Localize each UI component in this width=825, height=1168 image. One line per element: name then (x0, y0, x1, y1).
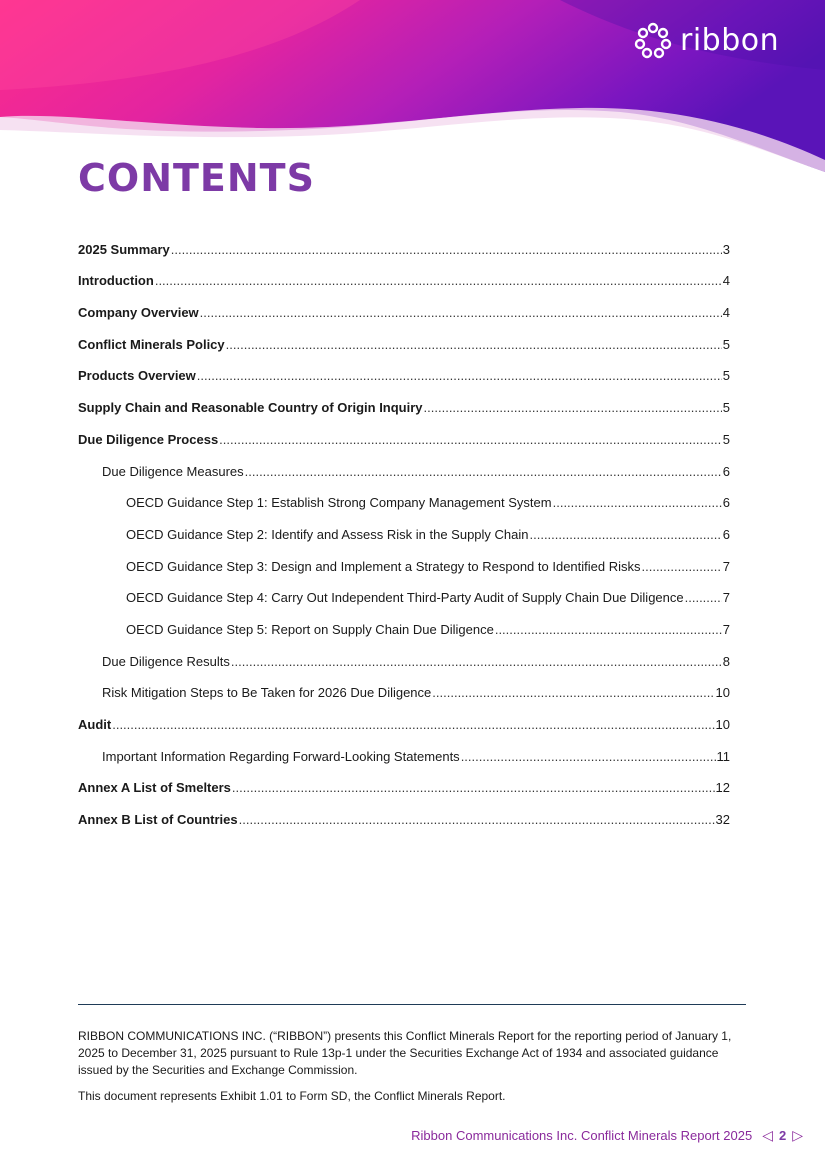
toc-entry-title: OECD Guidance Step 5: Report on Supply Chain Due Diligence (126, 621, 494, 637)
toc-entry-page: 4 (722, 273, 730, 289)
toc-entry[interactable] (78, 543, 730, 575)
toc-entry[interactable] (78, 353, 730, 385)
toc-entry-title: Due Diligence Measures (102, 463, 244, 479)
previous-page-icon[interactable]: ◁ (762, 1127, 773, 1143)
toc-entry-page: 4 (722, 305, 730, 321)
toc-entry-title: OECD Guidance Step 1: Establish Strong Company Management System (126, 495, 552, 511)
toc-entry-page: 10 (715, 685, 730, 701)
toc-entry-title: OECD Guidance Step 3: Design and Implement a Strategy to Respond to Identified Risks (126, 558, 641, 574)
toc-entry-title: Audit (78, 717, 112, 732)
toc-entry[interactable] (78, 258, 730, 290)
toc-entry-title: Due Diligence Results (102, 653, 230, 669)
toc-leader-dots (461, 749, 716, 765)
toc-entry-title: Conflict Minerals Policy (78, 336, 225, 352)
toc-leader-dots (197, 368, 722, 384)
toc-entry-page: 5 (722, 336, 730, 352)
toc-leader-dots (530, 527, 722, 543)
toc-entry-page: 5 (722, 400, 730, 416)
toc-entry-page: 7 (722, 621, 730, 637)
toc-leader-dots (424, 400, 722, 416)
toc-leader-dots (231, 654, 722, 670)
toc-entry[interactable] (78, 638, 730, 670)
footnote-divider (78, 1004, 746, 1005)
ribbon-logo (634, 22, 779, 60)
toc-leader-dots (232, 780, 715, 796)
page-footer (411, 1127, 803, 1144)
toc-entry[interactable] (78, 384, 730, 416)
toc-entry-title: Due Diligence Process (78, 431, 219, 447)
toc-entry[interactable] (78, 289, 730, 321)
toc-entry-title: Supply Chain and Reasonable Country of Origin Inquiry (78, 400, 423, 416)
footnote-exhibit: This document represents Exhibit 1.01 to Form SD, the Conflict Minerals Report. (78, 1089, 506, 1103)
toc-leader-dots (495, 622, 722, 638)
toc-entry-page: 3 (722, 241, 730, 257)
toc-entry[interactable] (78, 670, 730, 702)
toc-leader-dots (226, 337, 722, 353)
toc-entry[interactable] (78, 448, 730, 480)
toc-entry[interactable] (78, 416, 730, 448)
footnote-reporting-period: RIBBON COMMUNICATIONS INC. (“RIBBON”) presents this Conflict Minerals Report for the reporting period of January 1, 2025 to December 31, 2025 pursuant to Rule 13p-1 under the Securities Exchange Act of 1934 and associated guidance issued by the Securities and Exchange Commission. (78, 1029, 732, 1077)
toc-entry[interactable] (78, 575, 730, 607)
toc-entry[interactable] (78, 480, 730, 512)
toc-leader-dots (171, 242, 722, 258)
ribbon-logo-icon (634, 22, 672, 60)
toc-leader-dots (112, 717, 714, 733)
toc-leader-dots (245, 464, 722, 480)
ribbon-wordmark: ribbon (680, 23, 780, 58)
toc-entry-page: 6 (722, 526, 730, 542)
toc-leader-dots (200, 305, 722, 321)
toc-entry-page: 11 (716, 748, 730, 764)
toc-entry[interactable] (78, 796, 730, 828)
toc-entry-page: 10 (715, 717, 730, 732)
toc-entry[interactable] (78, 733, 730, 765)
toc-leader-dots (432, 685, 714, 701)
next-page-icon[interactable]: ▷ (792, 1127, 803, 1143)
toc-entry-title: Products Overview (78, 368, 196, 384)
toc-entry-title: Risk Mitigation Steps to Be Taken for 2026 Due Diligence (102, 685, 432, 701)
toc-leader-dots (155, 273, 722, 289)
toc-leader-dots (685, 590, 722, 606)
page-title: CONTENTS (78, 156, 315, 200)
toc-entry-page: 32 (715, 812, 730, 828)
toc-entry-page: 6 (722, 495, 730, 511)
toc-entry-page: 12 (715, 780, 730, 796)
toc-leader-dots (219, 432, 722, 448)
toc-entry-title: Company Overview (78, 305, 199, 321)
toc-entry-page: 6 (722, 463, 730, 479)
toc-entry[interactable] (78, 226, 730, 258)
toc-leader-dots (553, 495, 722, 511)
toc-entry-page: 5 (722, 368, 730, 384)
toc-entry[interactable] (78, 321, 730, 353)
toc-entry-page: 7 (722, 558, 730, 574)
toc-entry[interactable] (78, 765, 730, 797)
toc-entry-page: 5 (722, 431, 730, 447)
toc-entry[interactable] (78, 701, 730, 733)
toc-entry-title: OECD Guidance Step 4: Carry Out Independent Third-Party Audit of Supply Chain Due Diligence (126, 590, 684, 606)
toc-entry-title: 2025 Summary (78, 241, 170, 257)
footer-report-title: Ribbon Communications Inc. Conflict Minerals Report 2025 (411, 1128, 753, 1143)
toc-entry[interactable] (78, 511, 730, 543)
toc-entry-page: 7 (722, 590, 730, 606)
toc-entry-title: Introduction (78, 273, 154, 289)
toc-entry-title: Annex A List of Smelters (78, 780, 231, 796)
toc-entry-title: OECD Guidance Step 2: Identify and Assess Risk in the Supply Chain (126, 526, 529, 542)
toc-leader-dots (642, 559, 722, 575)
toc-entry-page: 8 (722, 653, 730, 669)
toc-entry-title: Annex B List of Countries (78, 812, 238, 828)
toc-entry[interactable] (78, 606, 730, 638)
toc-leader-dots (239, 812, 715, 828)
toc-entry-title: Important Information Regarding Forward-Looking Statements (102, 748, 460, 764)
page-number: 2 (778, 1128, 787, 1143)
table-of-contents (78, 226, 730, 828)
